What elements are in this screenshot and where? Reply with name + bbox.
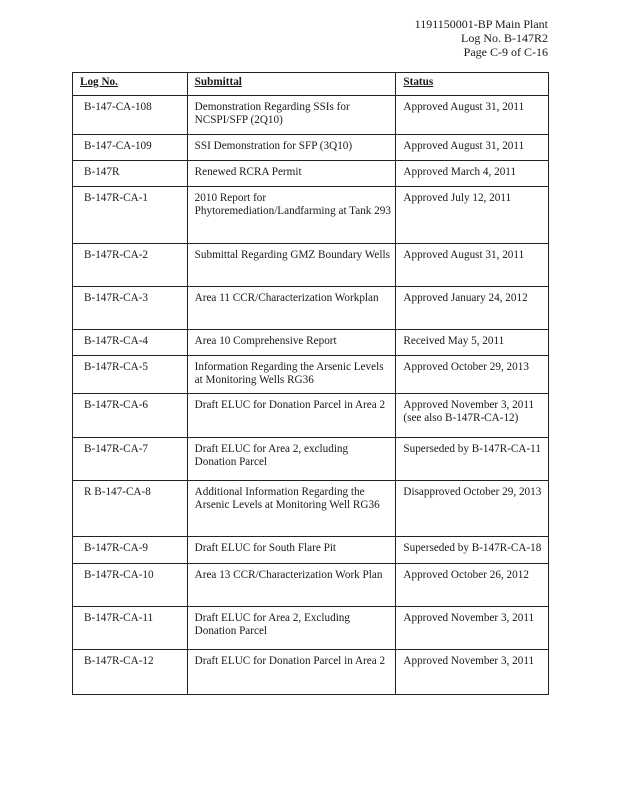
page-number: Page C-9 of C-16 [463,45,548,59]
status-cell: Approved November 3, 2011 [396,606,549,649]
log-no-cell: B-147R-CA-5 [73,355,188,393]
status-cell: Approved March 4, 2011 [396,160,549,186]
log-no-cell: B-147R-CA-6 [73,393,188,437]
status-cell: Superseded by B-147R-CA-18 [396,536,549,563]
submittal-log-table [72,72,549,695]
submittal-cell: Submittal Regarding GMZ Boundary Wells [187,243,396,286]
table-row [73,329,549,355]
log-no-cell: B-147R [73,160,188,186]
table-row [73,355,549,393]
status-cell: Approved October 29, 2013 [396,355,549,393]
status-cell: Approved November 3, 2011 [396,649,549,694]
page-header [415,17,548,59]
table-header-row [73,73,549,96]
log-no-cell: R B-147-CA-8 [73,480,188,536]
table-row [73,437,549,480]
log-number: Log No. B-147R2 [461,31,548,45]
submittal-cell: 2010 Report for Phytoremediation/Landfarming at Tank 293 [187,186,396,243]
table-row [73,563,549,606]
status-cell: Disapproved October 29, 2013 [396,480,549,536]
log-no-cell: B-147R-CA-3 [73,286,188,329]
status-cell: Superseded by B-147R-CA-11 [396,437,549,480]
status-cell: Received May 5, 2011 [396,329,549,355]
submittal-cell: Demonstration Regarding SSIs for NCSPI/SFP (2Q10) [187,95,396,134]
submittal-cell: Area 10 Comprehensive Report [187,329,396,355]
log-no-cell: B-147R-CA-10 [73,563,188,606]
submittal-cell: Information Regarding the Arsenic Levels at Monitoring Wells RG36 [187,355,396,393]
log-no-cell: B-147R-CA-2 [73,243,188,286]
table-body [73,95,549,694]
log-no-cell: B-147R-CA-12 [73,649,188,694]
table-row [73,134,549,160]
submittal-cell: Draft ELUC for Donation Parcel in Area 2 [187,393,396,437]
table-row [73,606,549,649]
log-no-cell: B-147R-CA-11 [73,606,188,649]
status-cell: Approved August 31, 2011 [396,134,549,160]
log-no-cell: B-147R-CA-4 [73,329,188,355]
log-no-cell: B-147R-CA-7 [73,437,188,480]
submittal-cell: Draft ELUC for Donation Parcel in Area 2 [187,649,396,694]
submittal-cell: Draft ELUC for Area 2, Excluding Donation Parcel [187,606,396,649]
table-row [73,536,549,563]
status-cell: Approved January 24, 2012 [396,286,549,329]
facility-id: 1191150001-BP Main Plant [414,17,548,31]
status-cell: Approved October 26, 2012 [396,563,549,606]
log-no-cell: B-147-CA-108 [73,95,188,134]
table-row [73,480,549,536]
log-no-cell: B-147R-CA-9 [73,536,188,563]
submittal-cell: Draft ELUC for South Flare Pit [187,536,396,563]
table-row [73,243,549,286]
status-cell: Approved August 31, 2011 [396,95,549,134]
table-row [73,95,549,134]
status-cell: Approved November 3, 2011 (see also B-147R-CA-12) [396,393,549,437]
log-no-cell: B-147R-CA-1 [73,186,188,243]
column-header-log-no: Log No. [73,73,188,96]
table-row [73,649,549,694]
submittal-cell: Area 13 CCR/Characterization Work Plan [187,563,396,606]
submittal-cell: Additional Information Regarding the Arsenic Levels at Monitoring Well RG36 [187,480,396,536]
table-row [73,286,549,329]
table-row [73,160,549,186]
column-header-status: Status [396,73,549,96]
column-header-submittal: Submittal [187,73,396,96]
table-row [73,393,549,437]
submittal-cell: Area 11 CCR/Characterization Workplan [187,286,396,329]
submittal-cell: Renewed RCRA Permit [187,160,396,186]
log-no-cell: B-147-CA-109 [73,134,188,160]
status-cell: Approved August 31, 2011 [396,243,549,286]
table-row [73,186,549,243]
submittal-cell: Draft ELUC for Area 2, excluding Donation Parcel [187,437,396,480]
status-cell: Approved July 12, 2011 [396,186,549,243]
submittal-cell: SSI Demonstration for SFP (3Q10) [187,134,396,160]
